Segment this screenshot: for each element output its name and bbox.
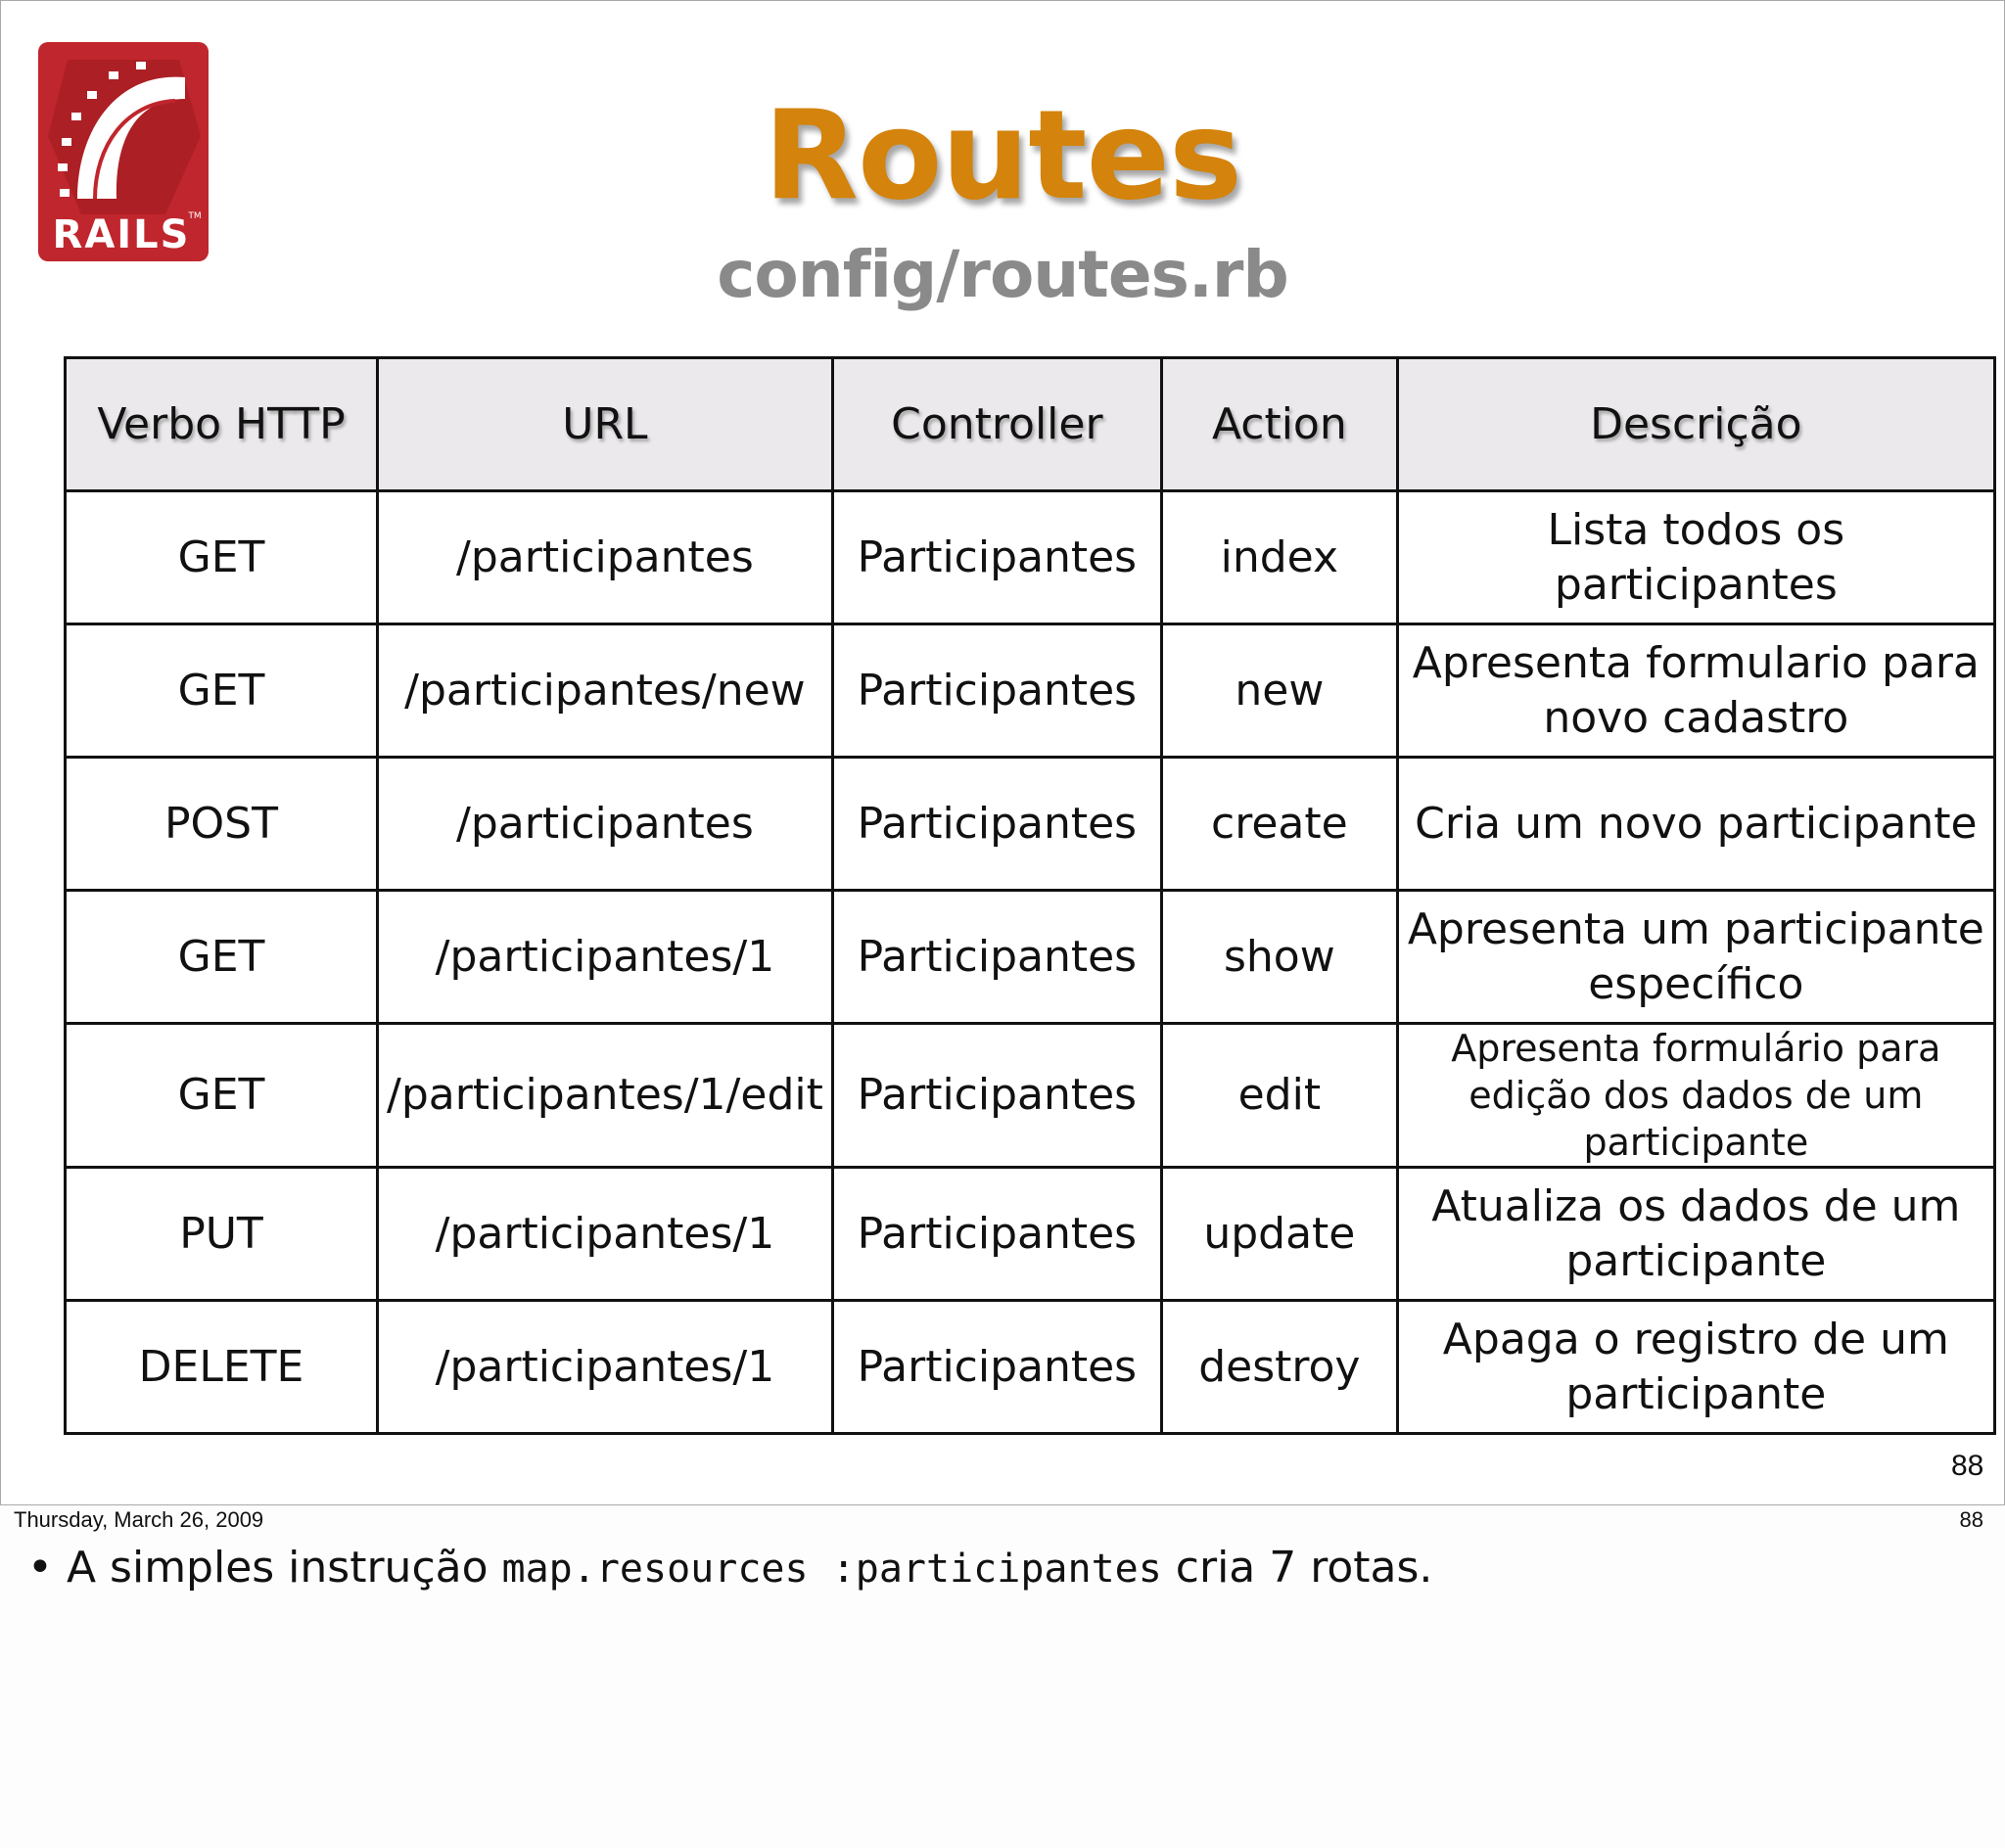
table-row	[66, 1024, 1995, 1168]
cell-controller: Participantes	[832, 1168, 1161, 1301]
table-row	[66, 891, 1995, 1024]
bullet-icon: •	[27, 1543, 53, 1593]
cell-action: update	[1161, 1168, 1397, 1301]
cell-verb: GET	[66, 1024, 378, 1168]
cell-action: edit	[1161, 1024, 1397, 1168]
header-verbo-http: Verbo HTTP	[66, 358, 378, 491]
routes-table	[64, 356, 1996, 1435]
cell-url: /participantes/1	[378, 1168, 833, 1301]
cell-url: /participantes/1	[378, 1301, 833, 1434]
footer-page-number: 88	[1959, 1507, 1983, 1532]
cell-description: Lista todos os participantes	[1397, 491, 1994, 624]
cell-url: /participantes/1/edit	[378, 1024, 833, 1168]
cell-controller: Participantes	[832, 624, 1161, 758]
cell-verb: GET	[66, 624, 378, 758]
footer-date: Thursday, March 26, 2009	[14, 1507, 264, 1532]
cell-action: new	[1161, 624, 1397, 758]
cell-verb: DELETE	[66, 1301, 378, 1434]
cell-controller: Participantes	[832, 1301, 1161, 1434]
cell-description: Cria um novo participante	[1397, 758, 1994, 891]
speaker-note	[27, 1543, 1432, 1593]
cell-verb: PUT	[66, 1168, 378, 1301]
table-row	[66, 491, 1995, 624]
header-descricao: Descrição	[1397, 358, 1994, 491]
cell-verb: GET	[66, 491, 378, 624]
cell-action: destroy	[1161, 1301, 1397, 1434]
note-code: map.resources :participantes	[501, 1547, 1162, 1592]
cell-url: /participantes	[378, 491, 833, 624]
table-row	[66, 1168, 1995, 1301]
cell-action: index	[1161, 491, 1397, 624]
slide-title: Routes	[764, 83, 1241, 227]
cell-verb: GET	[66, 891, 378, 1024]
table-row	[66, 624, 1995, 758]
cell-controller: Participantes	[832, 891, 1161, 1024]
table-row	[66, 1301, 1995, 1434]
cell-verb: POST	[66, 758, 378, 891]
cell-url: /participantes	[378, 758, 833, 891]
note-text-after: cria 7 rotas.	[1161, 1543, 1433, 1593]
slide-subtitle: config/routes.rb	[717, 237, 1288, 312]
cell-description: Apresenta formulário para edição dos dados de um participante	[1397, 1024, 1994, 1168]
table-row	[66, 758, 1995, 891]
cell-description: Apresenta um participante específico	[1397, 891, 1994, 1024]
cell-description: Atualiza os dados de um participante	[1397, 1168, 1994, 1301]
cell-url: /participantes/new	[378, 624, 833, 758]
cell-action: show	[1161, 891, 1397, 1024]
cell-action: create	[1161, 758, 1397, 891]
rails-logo-text: RAILS	[52, 212, 191, 257]
slide-number: 88	[1951, 1450, 1984, 1482]
header-url: URL	[378, 358, 833, 491]
cell-url: /participantes/1	[378, 891, 833, 1024]
header-controller: Controller	[832, 358, 1161, 491]
table-header-row	[66, 358, 1995, 491]
cell-description: Apaga o registro de um participante	[1397, 1301, 1994, 1434]
cell-controller: Participantes	[832, 1024, 1161, 1168]
cell-description: Apresenta formulario para novo cadastro	[1397, 624, 1994, 758]
cell-controller: Participantes	[832, 758, 1161, 891]
header-action: Action	[1161, 358, 1397, 491]
note-text-before: A simples instrução	[66, 1543, 502, 1593]
cell-controller: Participantes	[832, 491, 1161, 624]
rails-logo-trademark: TM	[188, 211, 202, 221]
